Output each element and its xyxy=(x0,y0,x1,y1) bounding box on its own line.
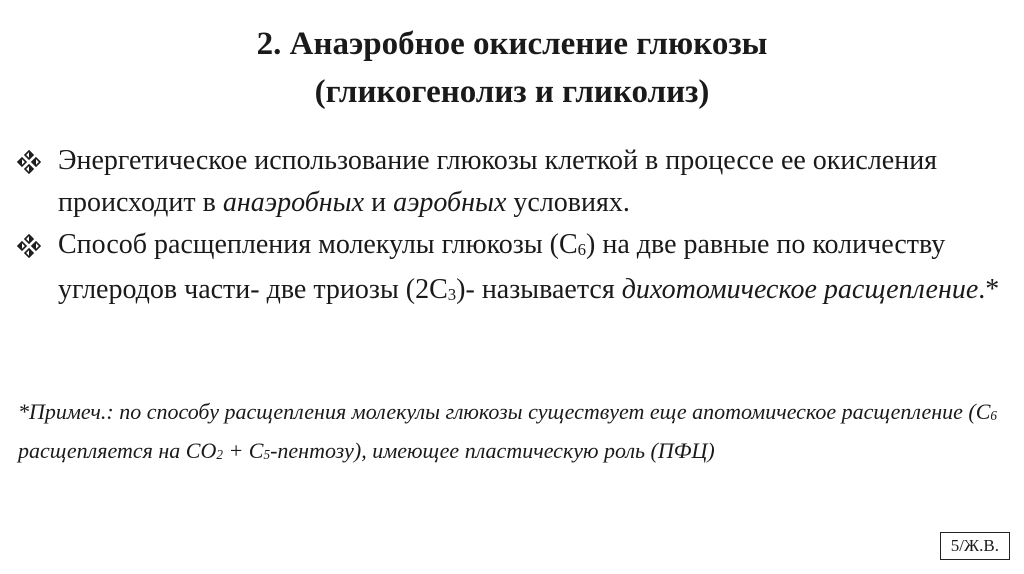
bullet-item-2 xyxy=(16,224,1006,314)
bullet-2-text-b: ) на две равные по количеству углеродов части- две триозы (2С xyxy=(58,229,946,305)
four-diamond-bullet-icon xyxy=(16,233,42,259)
title-line-1: 2. Анаэробное окисление глюкозы xyxy=(256,26,768,62)
page-number-label: 5/Ж.В. xyxy=(940,532,1010,560)
footnote xyxy=(18,394,998,472)
bullet-list xyxy=(16,140,1006,314)
bullet-item-1 xyxy=(16,140,1006,224)
bullet-1-emphasis-anaerobic: анаэробных xyxy=(222,187,365,218)
slide-title xyxy=(0,20,1024,116)
bullet-2-subscript-6: 6 xyxy=(577,239,587,259)
four-diamond-bullet-icon xyxy=(16,149,42,175)
note-subscript-6: 6 xyxy=(990,408,998,424)
bullet-2-text-a: Способ расщепления молекулы глюкозы (С xyxy=(58,229,578,260)
bullet-1-text-a: Энергетическое использование глюкозы клеткой в процессе ее окисления происходит в xyxy=(58,145,938,218)
bullet-2-subscript-3: 3 xyxy=(447,284,457,304)
note-subscript-2: 2 xyxy=(216,447,223,463)
bullet-2-emphasis-dichotomic: дихотомическое расщепление xyxy=(621,274,979,305)
bullet-1-text-b: и xyxy=(364,187,394,218)
note-text-d: -пентозу), имеющее пластическую роль (ПФЦ) xyxy=(270,438,715,463)
bullet-1-text-c: условиях. xyxy=(506,187,630,218)
note-subscript-5: 5 xyxy=(263,447,271,463)
bullet-2-text-d: .* xyxy=(978,274,1000,305)
bullet-2-text-c: )- называется xyxy=(456,274,622,305)
title-line-2: (гликогенолиз и гликолиз) xyxy=(314,74,710,110)
note-text-c: + С xyxy=(222,438,264,463)
note-text-b: расщепляется на СО xyxy=(18,438,217,463)
bullet-1-emphasis-aerobic: аэробных xyxy=(393,187,507,218)
note-text-a: *Примеч.: по способу расщепления молекулы глюкозы существует еще апотомическое расщепление (С xyxy=(18,399,991,424)
